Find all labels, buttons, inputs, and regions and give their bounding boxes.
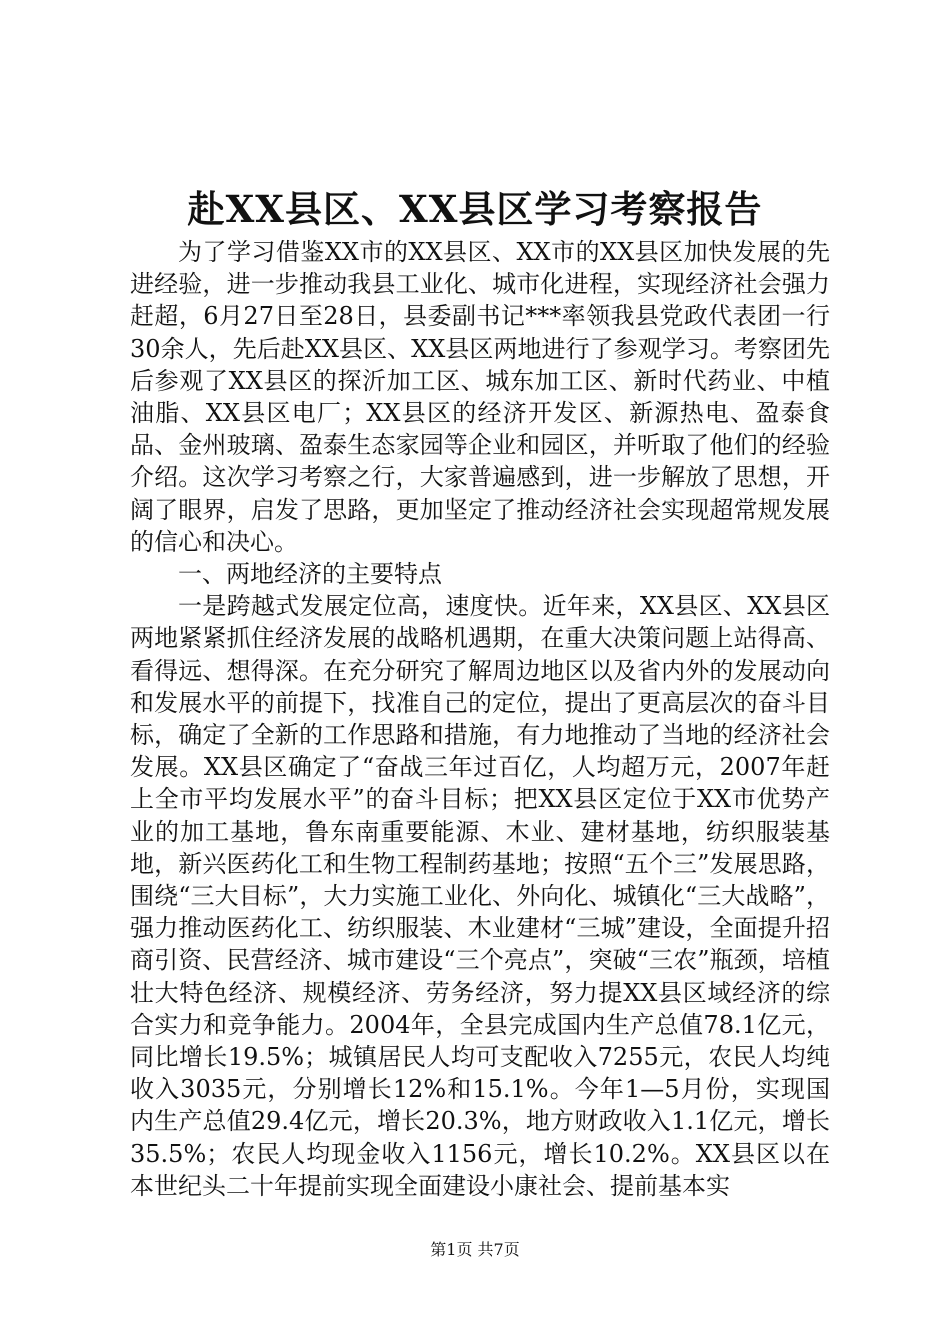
page-number: 第1页 共7页 xyxy=(430,1240,520,1259)
paragraph-feature-one: 一是跨越式发展定位高，速度快。近年来，XX县区、XX县区两地紧紧抓住经济发展的战略机遇期，在重大决策问题上站得高、看得远、想得深。在充分研究了解周边地区以及省内外的发展动向和发展水平的前提下，找准自己的定位，提出了更高层次的奋斗目标，确定了全新的工作思路和措施，有力地推动了当地的经济社会发展。XX县区确定了“奋战三年过百亿，人均超万元，2007年赶上全市平均发展水平”的奋斗目标；把XX县区定位于XX市优势产业的加工基地，鲁东南重要能源、木业、建材基地，纺织服装基地，新兴医药化工和生物工程制药基地；按照“五个三”发展思路，围绕“三大目标”，大力实施工业化、外向化、城镇化“三大战略”，强力推动医药化工、纺织服装、木业建材“三城”建设，全面提升招商引资、民营经济、城市建设“三个亮点”，突破“三农”瓶颈，培植壮大特色经济、规模经济、劳务经济，努力提XX县区域经济的综合实力和竞争能力。2004年，全县完成国内生产总值78.1亿元，同比增长19.5%；城镇居民人均可支配收入7255元，农民人均纯收入3035元，分别增长12%和15.1%。今年1—5月份，实现国内生产总值29.4亿元，增长20.3%，地方财政收入1.1亿元，增长35.5%；农民人均现金收入1156元，增长10.2%。XX县区以在本世纪头二十年提前实现全面建设小康社会、提前基本实 xyxy=(130,592,830,1200)
section-heading: 一、两地经济的主要特点 xyxy=(178,560,442,589)
document-body xyxy=(130,236,830,1202)
document-title: 赴XX县区、XX县区学习考察报告 xyxy=(187,187,763,231)
paragraph-intro: 为了学习借鉴XX市的XX县区、XX市的XX县区加快发展的先进经验，进一步推动我县工业化、城市化进程，实现经济社会强力赶超，6月27日至28日，县委副书记***率领我县党政代表团一行30余人，先后赴XX县区、XX县区两地进行了参观学习。考察团先后参观了XX县区的探沂加工区、城东加工区、新时代药业、中植油脂、XX县区电厂；XX县区的经济开发区、新源热电、盈泰食品、金州玻璃、盈泰生态家园等企业和园区，并听取了他们的经验介绍。这次学习考察之行，大家普遍感到，进一步解放了思想，开阔了眼界，启发了思路，更加坚定了推动经济社会实现超常规发展的信心和决心。 xyxy=(130,238,830,556)
